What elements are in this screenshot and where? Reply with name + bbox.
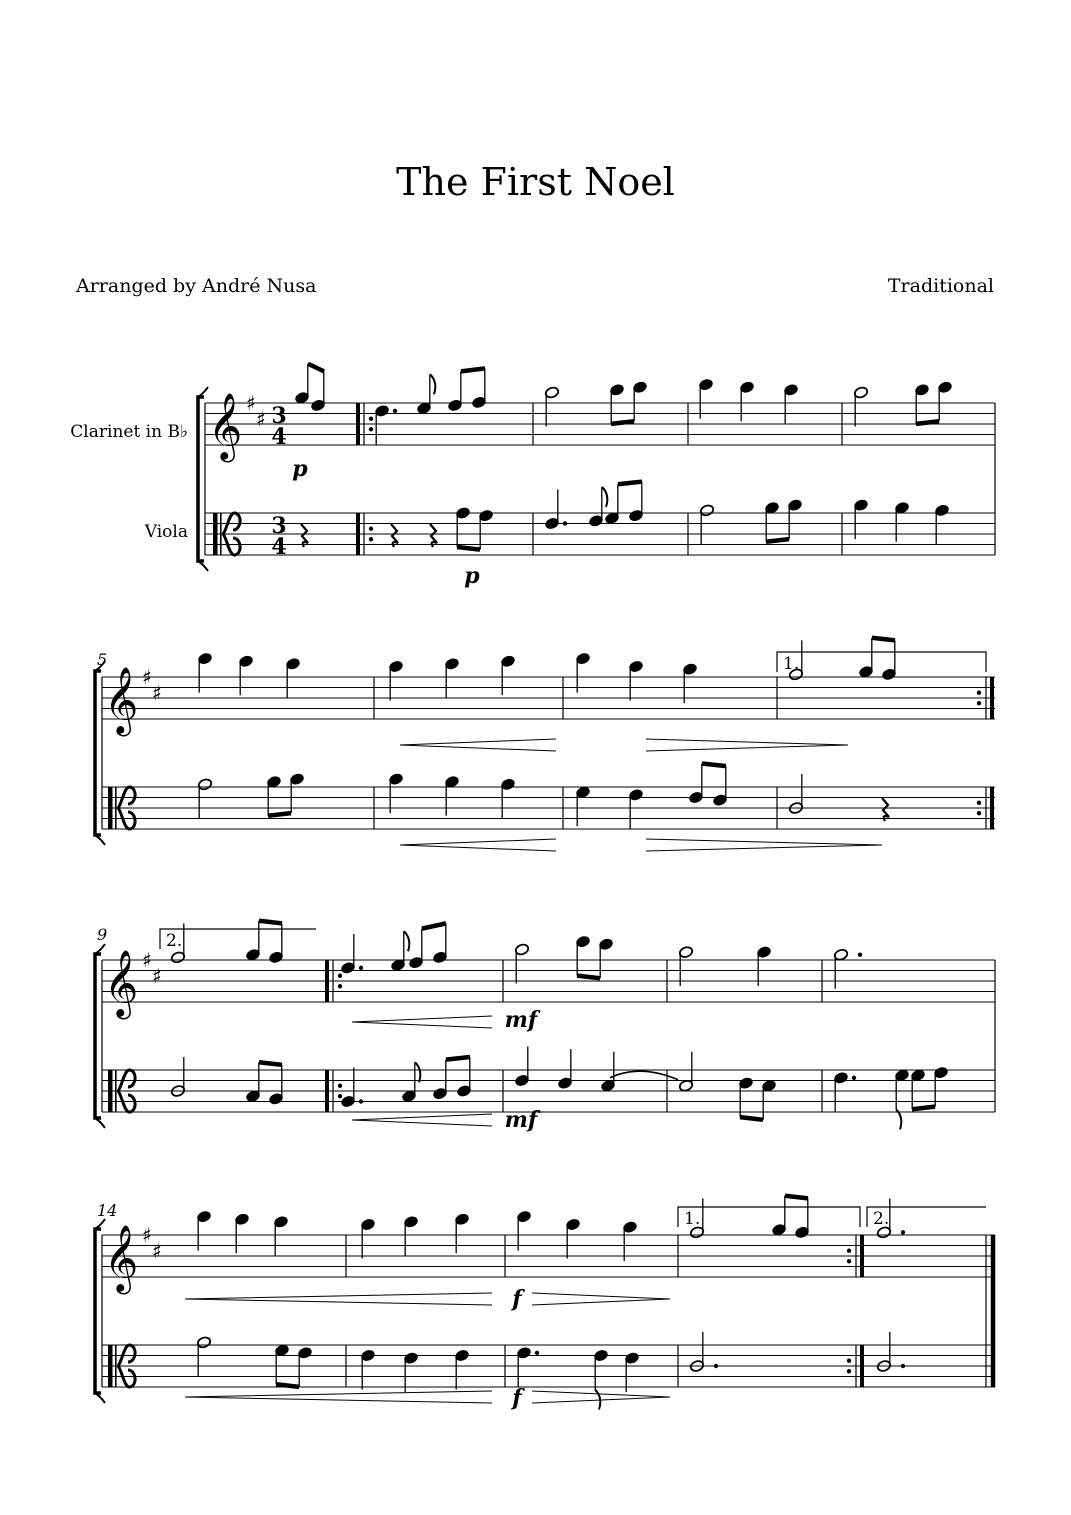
alto-clef-bar [115, 1070, 117, 1112]
dot [369, 417, 373, 421]
volta-label: 1. [783, 654, 800, 674]
beam [308, 364, 324, 372]
flag [404, 931, 409, 951]
quarter-rest [301, 524, 308, 547]
volta-label: 2. [166, 931, 183, 951]
sharp-icon: ♯ [142, 665, 152, 689]
beam [259, 1062, 282, 1065]
diminuendo-hairpin [532, 1293, 670, 1305]
dot [369, 427, 373, 431]
dot [847, 1249, 851, 1253]
composer-credit: Traditional [887, 275, 994, 297]
system-bracket [95, 671, 101, 835]
instrument-name-viola: Viola [144, 522, 188, 542]
sharp-icon: ♯ [142, 1223, 152, 1247]
time-signature-bottom: 4 [271, 534, 287, 560]
quarter-rest [430, 524, 437, 547]
beam [422, 923, 446, 928]
beam [872, 638, 895, 641]
volta-label: 2. [873, 1209, 890, 1229]
measure-number: 14 [97, 1201, 118, 1220]
clarinet-staff [102, 677, 995, 719]
beam [259, 921, 282, 924]
dot [847, 1369, 851, 1373]
alto-clef-bar [115, 1345, 117, 1387]
dot [977, 801, 981, 805]
diminuendo-hairpin [646, 739, 848, 751]
treble-clef-icon: 𝄞 [104, 1223, 139, 1292]
instrument-name-clarinet: Clarinet in B♭ [70, 422, 188, 442]
dot [369, 537, 373, 541]
dot [852, 1076, 856, 1080]
clarinet-staff [102, 960, 995, 1002]
system-bracket [198, 397, 204, 561]
sharp-icon: ♯ [152, 1238, 162, 1263]
crescendo-hairpin [352, 1114, 492, 1126]
treble-clef-icon: 𝄞 [208, 391, 243, 460]
sharp-icon: ♯ [246, 391, 256, 415]
dot [977, 691, 981, 695]
treble-clef-icon: 𝄞 [104, 665, 139, 734]
dynamic-f: f [512, 1385, 522, 1411]
beam [457, 547, 480, 550]
page-title: The First Noel [396, 160, 675, 204]
dynamic-mf: mf [504, 1007, 538, 1033]
dot [977, 701, 981, 705]
dot [359, 1099, 363, 1103]
dynamic-mf: mf [504, 1107, 538, 1133]
crescendo-hairpin [185, 1391, 492, 1403]
sharp-icon: ♯ [142, 948, 152, 972]
flag [415, 1062, 420, 1082]
time-signature-bottom: 4 [271, 424, 287, 450]
crescendo-hairpin [185, 1293, 492, 1305]
beam [446, 1057, 470, 1060]
crescendo-hairpin [400, 839, 556, 851]
beam [740, 1117, 763, 1120]
measure-number: 9 [97, 925, 108, 944]
alto-clef-bar [213, 513, 218, 555]
dot [901, 1364, 905, 1368]
arranger-credit: Arranged by André Nusa [76, 275, 317, 297]
beam [276, 1384, 299, 1387]
beam [785, 1196, 808, 1199]
clarinet-staff [205, 403, 995, 445]
beam [916, 421, 939, 424]
flag [602, 487, 607, 507]
dot [338, 1084, 342, 1088]
dot [563, 521, 567, 525]
alto-clef-bar [108, 787, 113, 829]
viola-staff [102, 1070, 995, 1112]
beam [702, 764, 726, 767]
sharp-icon: ♯ [152, 963, 162, 988]
alto-clef-bar [108, 1070, 113, 1112]
dot [338, 974, 342, 978]
measure-number: 5 [97, 650, 108, 669]
dot [847, 1359, 851, 1363]
dynamic-f: f [512, 1286, 522, 1312]
flag [430, 374, 435, 394]
dot [369, 527, 373, 531]
beam [618, 482, 642, 485]
treble-clef-icon: 𝄞 [104, 948, 139, 1017]
dot [977, 811, 981, 815]
time-signature-top: 3 [271, 403, 287, 429]
sharp-icon: ♯ [152, 680, 162, 705]
volta-bracket [777, 652, 986, 672]
beam [912, 1107, 935, 1110]
beam [268, 813, 291, 816]
dot [714, 1364, 718, 1368]
crescendo-hairpin [400, 739, 556, 751]
time-signature-top: 3 [271, 513, 287, 539]
sharp-icon: ♯ [256, 406, 266, 431]
dot [359, 966, 363, 970]
quarter-rest [391, 524, 398, 547]
alto-clef-bar [108, 1345, 113, 1387]
dot [858, 953, 862, 957]
beam [611, 421, 634, 424]
volta-label: 1. [684, 1209, 701, 1229]
crescendo-hairpin [352, 1016, 492, 1028]
dot [338, 984, 342, 988]
beam [766, 539, 789, 542]
system-bracket [95, 1229, 101, 1393]
tie [610, 1071, 678, 1080]
beam [461, 368, 485, 371]
dynamic-p: p [464, 563, 480, 589]
system-bracket [95, 954, 101, 1118]
flag [595, 1390, 600, 1410]
alto-clef-bar [115, 787, 117, 829]
dot [535, 1351, 539, 1355]
viola-staff [102, 787, 995, 829]
dot [393, 409, 397, 413]
dot [847, 1259, 851, 1263]
diminuendo-hairpin [646, 839, 882, 851]
quarter-rest [882, 798, 889, 821]
alto-clef-bar [220, 513, 222, 555]
beam [577, 976, 600, 979]
volta-bracket [678, 1207, 860, 1227]
dot [901, 1230, 905, 1234]
dot [338, 1094, 342, 1098]
dynamic-p: p [292, 456, 308, 482]
